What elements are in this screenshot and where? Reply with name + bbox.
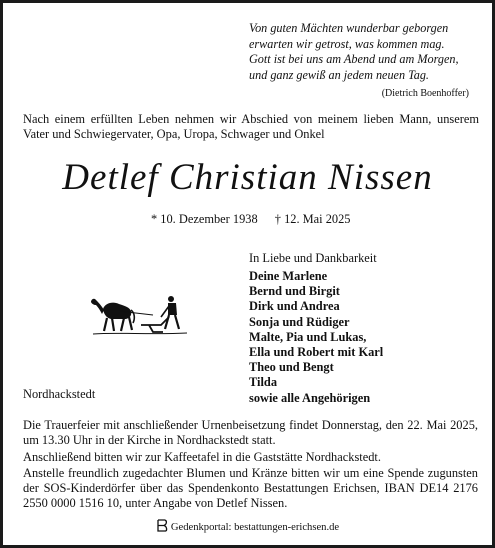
list-item: Deine Marlene <box>249 269 328 283</box>
list-item: Theo und Bengt <box>249 360 334 375</box>
reception-info: Anschließend bitten wir zur Kaffeetafel in die Gaststätte Nordhackstedt. <box>23 449 381 464</box>
list-item: Bernd und Birgit <box>249 284 340 299</box>
list-item: Dirk und Andrea <box>249 299 340 314</box>
place-name: Nordhackstedt <box>23 387 96 401</box>
memorial-portal <box>3 519 492 533</box>
list-item: sowie alle Angehörigen <box>249 390 371 405</box>
intro-text: Nach einem erfüllten Leben nehmen wir Abschied von meinem lieben Mann, unserem Vater und Schwiegervater, Opa, Uropa, Schwager und Onkel <box>23 112 479 141</box>
poem-author: (Dietrich Boenhoffer) <box>381 88 469 100</box>
birth-date: * 10. Dezember 1938 <box>151 212 258 226</box>
list-item: Sonja und Rüdiger <box>249 314 350 329</box>
poem-line: und ganz gewiß an jedem neuen Tag. <box>249 67 429 82</box>
portal-link[interactable]: Gedenkportal: bestattungen-erichsen.de <box>170 522 340 533</box>
horse-plough-icon <box>89 295 189 341</box>
donation-info: Anstelle freundlich zugedachter Blumen und Kränze bitten wir um eine Spende zugunsten der SOS-Kinderdörfer über das Spendenkonto Bestattungen Erichsen, IBAN DE14 2176 2550 0000 1516 10, unter Angabe von Detlef Nissen. <box>23 466 478 510</box>
poem-line: Von guten Mächten wunderbar geborgen <box>249 21 449 35</box>
family-list <box>249 269 383 406</box>
deceased-name: Detlef Christian Nissen <box>62 157 433 198</box>
death-date: † 12. Mai 2025 <box>274 212 351 226</box>
thanks-line: In Liebe und Dankbarkeit <box>249 251 377 265</box>
poem-line: Gott ist bei uns am Abend und am Morgen, <box>249 52 459 67</box>
list-item: Ella und Robert mit Karl <box>249 345 384 360</box>
funeral-info: Die Trauerfeier mit anschließender Urnenbeisetzung findet Donnerstag, den 22. Mai 2025, um 13.30 Uhr in der Kirche in Nordhackstedt statt. <box>23 418 478 447</box>
erichsen-logo-icon <box>156 519 168 532</box>
list-item: Malte, Pia und Lukas, <box>249 329 367 344</box>
poem-block <box>249 21 473 102</box>
life-dates <box>151 212 365 227</box>
list-item: Tilda <box>249 375 278 390</box>
poem-line: erwarten wir getrost, was kommen mag. <box>249 36 445 51</box>
details-block <box>23 418 478 513</box>
